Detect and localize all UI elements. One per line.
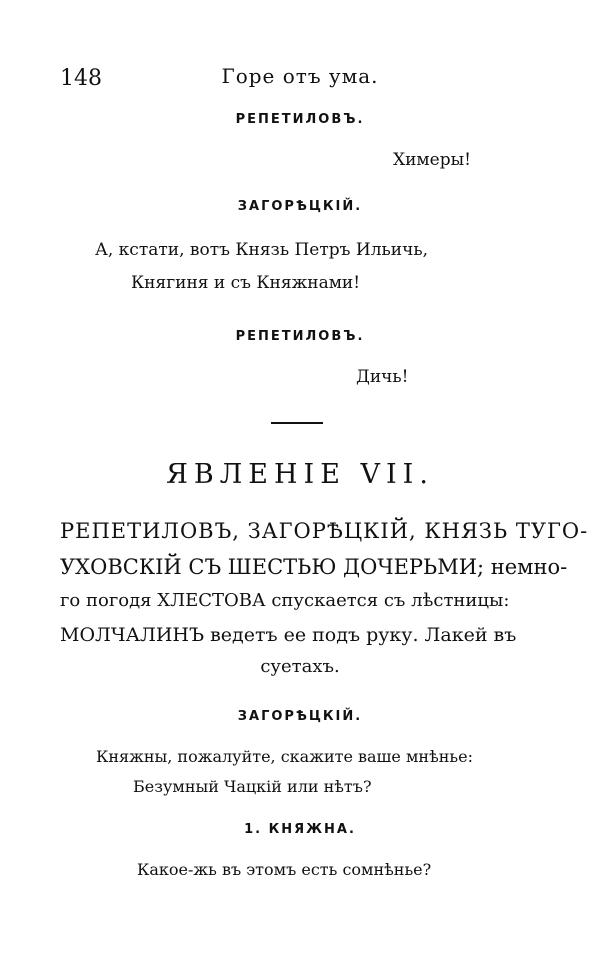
section-divider	[271, 422, 323, 424]
page-number: 148	[60, 66, 102, 91]
dialogue-line: Княжны, пожалуйте, скажите ваше мнѣнье:	[96, 747, 473, 766]
speaker-name: РЕПЕТИЛОВЪ.	[235, 329, 365, 344]
stage-direction-line: РЕПЕТИЛОВЪ, ЗАГОРѢЦКІЙ, КНЯЗЬ ТУГО-	[60, 519, 589, 543]
stage-direction-line: суетахъ.	[260, 656, 340, 677]
stage-direction-line: МОЛЧАЛИНЪ ведетъ ее подъ руку. Лакей въ	[60, 624, 517, 646]
speaker-name: 1. КНЯЖНА.	[244, 822, 356, 837]
dialogue-line: Химеры!	[393, 150, 471, 170]
speaker-name: РЕПЕТИЛОВЪ.	[235, 112, 365, 127]
dialogue-line: Княгиня и съ Княжнами!	[131, 273, 361, 293]
dialogue-line: А, кстати, вотъ Князь Петръ Ильичь,	[95, 240, 428, 260]
dialogue-line: Безумный Чацкій или нѣтъ?	[133, 777, 372, 796]
speaker-name: ЗАГОРѢЦКІЙ.	[237, 709, 363, 724]
running-head: Горе отъ ума.	[221, 64, 379, 88]
stage-direction-line: го погодя ХЛЕСТОВА спускается съ лѣстницы:	[60, 590, 510, 611]
speaker-name: ЗАГОРѢЦКІЙ.	[237, 199, 363, 214]
dialogue-line: Дичь!	[356, 367, 409, 387]
dialogue-line: Какое-жь въ этомъ есть сомнѣнье?	[137, 860, 432, 879]
scene-heading: ЯВЛЕНІЕ VII.	[166, 459, 434, 490]
stage-direction-line: УХОВСКІЙ СЪ ШЕСТЬЮ ДОЧЕРЬМИ; немно-	[60, 555, 568, 579]
